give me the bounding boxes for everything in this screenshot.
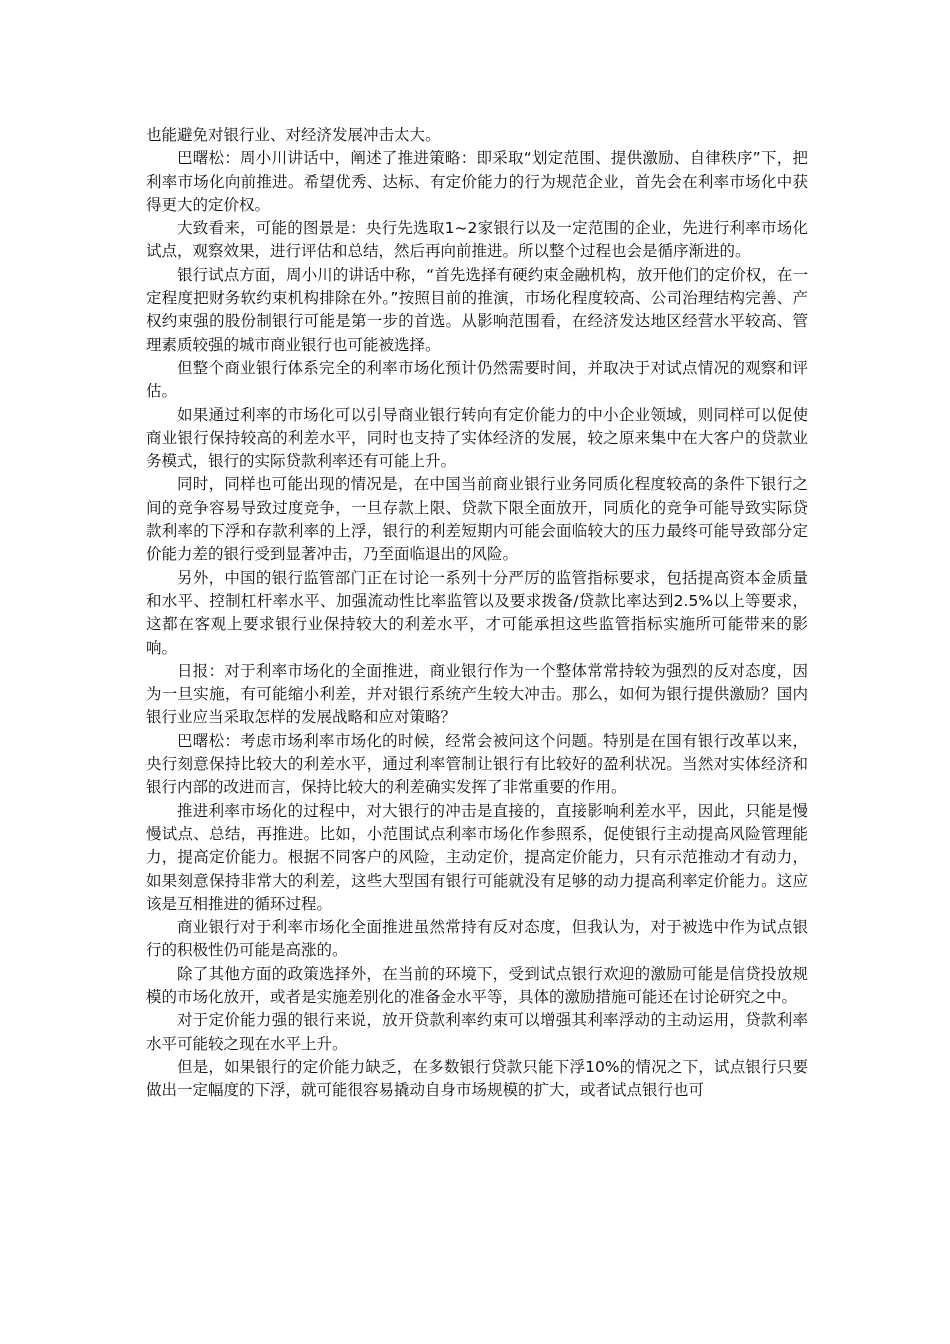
paragraph-continuation: 也能避免对银行业、对经济发展冲击太大。 xyxy=(146,126,441,144)
document-body xyxy=(146,124,808,1102)
paragraph: 但整个商业银行体系完全的利率市场化预计仍然需要时间，并取决于对试点情况的观察和评估。 xyxy=(146,358,808,401)
paragraph: 对于定价能力强的银行来说，放开贷款利率约束可以增强其利率浮动的主动运用，贷款利率水平可能较之现在水平上升。 xyxy=(146,1011,808,1053)
paragraph: 巴曙松：周小川讲话中，阐述了推进策略：即采取“划定范围、提供激励、自律秩序”下，把利率市场化向前推进。希望优秀、达标、有定价能力的行为规范企业，首先会在利率市场化中获得更大的定价权。 xyxy=(146,149,808,214)
paragraph: 商业银行对于利率市场化全面推进虽然常持有反对态度，但我认为，对于被选中作为试点银行的积极性仍可能是高涨的。 xyxy=(146,918,808,960)
paragraph: 银行试点方面，周小川的讲话中称，“首先选择有硬约束金融机构，放开他们的定价权，在一定程度把财务软约束机构排除在外。”按照目前的推演，市场化程度较高、公司治理结构完善、产权约束强的股份制银行可能是第一步的首选。从影响范围看，在经济发达地区经营水平较高、管理素质较强的城市商业银行也可能被选择。 xyxy=(146,265,808,354)
paragraph: 但是，如果银行的定价能力缺乏，在多数银行贷款只能下浮10%的情况之下，试点银行只要做出一定幅度的下浮，就可能很容易撬动自身市场规模的扩大，或者试点银行也可 xyxy=(146,1057,808,1100)
paragraph: 大致看来，可能的图景是：央行先选取1~2家银行以及一定范围的企业，先进行利率市场化试点，观察效果，进行评估和总结，然后再向前推进。所以整个过程也会是循序渐进的。 xyxy=(146,219,808,261)
paragraph: 同时，同样也可能出现的情况是，在中国当前商业银行业务同质化程度较高的条件下银行之间的竞争容易导致过度竞争，一旦存款上限、贷款下限全面放开，同质化的竞争可能导致实际贷款利率的下浮和存款利率的上浮，银行的利差短期内可能会面临较大的压力最终可能导致部分定价能力差的银行受到显著冲击，乃至面临退出的风险。 xyxy=(146,475,808,564)
paragraph: 巴曙松：考虑市场利率市场化的时候，经常会被问这个问题。特别是在国有银行改革以来，央行刻意保持比较大的利差水平，通过利率管制让银行有比较好的盈利状况。当然对实体经济和银行内部的改进而言，保持比较大的利差确实发挥了非常重要的作用。 xyxy=(146,731,808,797)
paragraph: 推进利率市场化的过程中，对大银行的冲击是直接的，直接影响利差水平，因此，只能是慢慢试点、总结，再推进。比如，小范围试点利率市场化作参照系，促使银行主动提高风险管理能力，提高定价能力。根据不同客户的风险，主动定价，提高定价能力，只有示范推动才有动力，如果刻意保持非常大的利差，这些大型国有银行可能就没有足够的动力提高利率定价能力。这应该是互相推进的循环过程。 xyxy=(146,801,808,913)
paragraph: 除了其他方面的政策选择外，在当前的环境下，受到试点银行欢迎的激励可能是信贷投放规模的市场化放开，或者是实施差别化的准备金水平等，具体的激励措施可能还在讨论研究之中。 xyxy=(146,964,808,1006)
paragraph: 另外，中国的银行监管部门正在讨论一系列十分严厉的监管指标要求，包括提高资本金质量和水平、控制杠杆率水平、加强流动性比率监管以及要求拨备/贷款比率达到2.5%以上等要求，这都在客观上要求银行业保持较大的利差水平，才可能承担这些监管指标实施所可能带来的影响。 xyxy=(146,568,808,657)
paragraph: 如果通过利率的市场化可以引导商业银行转向有定价能力的中小企业领域，则同样可以促使商业银行保持较高的利差水平，同时也支持了实体经济的发展，较之原来集中在大客户的贷款业务模式，银行的实际贷款利率还有可能上升。 xyxy=(146,405,808,471)
paragraph: 日报：对于利率市场化的全面推进，商业银行作为一个整体常常持较为强烈的反对态度，因为一旦实施，有可能缩小利差，并对银行系统产生较大冲击。那么，如何为银行提供激励？国内银行业应当采取怎样的发展战略和应对策略？ xyxy=(146,661,808,727)
